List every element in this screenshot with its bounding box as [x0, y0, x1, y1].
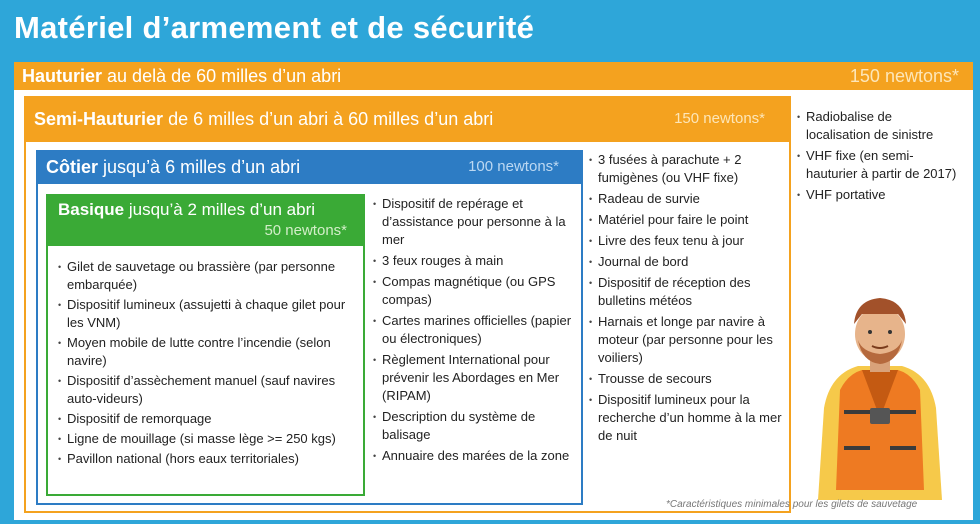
- basique-label: Basique jusqu’à 2 milles d’un abri: [58, 200, 316, 219]
- list-item: • Dispositif de remorquage: [58, 410, 358, 428]
- list-item: • Cartes marines officielles (papier ou électroniques): [373, 312, 573, 348]
- hauturier-list: [797, 108, 957, 207]
- list-item: • 3 feux rouges à main: [373, 252, 573, 270]
- list-item: • Ligne de mouillage (si masse lège >= 250 kgs): [58, 430, 358, 448]
- footnote: *Caractéristiques minimales pour les gilets de sauvetage: [666, 499, 918, 510]
- hauturier-band: [14, 62, 973, 90]
- cotier-list: [373, 195, 573, 468]
- list-item: • Moyen mobile de lutte contre l’incendie (selon navire): [58, 334, 358, 370]
- list-item: • Livre des feux tenu à jour: [589, 232, 789, 250]
- list-item: • VHF fixe (en semi-hauturier à partir de 2017): [797, 147, 957, 183]
- list-item: • Dispositif lumineux (assujetti à chaque gilet pour les VNM): [58, 296, 358, 332]
- list-item: • Gilet de sauvetage ou brassière (par personne embarquée): [58, 258, 358, 294]
- list-item: • Description du système de balisage: [373, 408, 573, 444]
- semi-hauturier-newtons: 150 newtons*: [674, 110, 765, 127]
- list-item: • Dispositif de repérage et d’assistance pour personne à la mer: [373, 195, 573, 249]
- semi-hauturier-label: Semi-Hauturier de 6 milles d’un abri à 60 milles d’un abri: [34, 109, 494, 129]
- sailor-illustration: [800, 290, 960, 500]
- cotier-band: [36, 150, 583, 184]
- list-item: • Compas magnétique (ou GPS compas): [373, 273, 573, 309]
- list-item: • Dispositif lumineux pour la recherche d’un homme à la mer de nuit: [589, 391, 789, 445]
- list-item: • Radiobalise de localisation de sinistre: [797, 108, 957, 144]
- list-item: • Dispositif de réception des bulletins météos: [589, 274, 789, 310]
- page-title: Matériel d’armement et de sécurité: [14, 10, 535, 45]
- semi-hauturier-list: [589, 151, 789, 448]
- basique-list: [58, 258, 358, 470]
- hauturier-label: Hauturier au delà de 60 milles d’un abri: [22, 66, 342, 86]
- list-item: • Trousse de secours: [589, 370, 789, 388]
- list-item: • Harnais et longe par navire à moteur (par personne pour les voiliers): [589, 313, 789, 367]
- list-item: • 3 fusées à parachute + 2 fumigènes (ou VHF fixe): [589, 151, 789, 187]
- list-item: • Pavillon national (hors eaux territoriales): [58, 450, 358, 468]
- semi-hauturier-band: [24, 96, 791, 142]
- list-item: • Dispositif d’assèchement manuel (sauf navires auto-videurs): [58, 372, 358, 408]
- list-item: • VHF portative: [797, 186, 957, 204]
- cotier-newtons: 100 newtons*: [468, 158, 559, 175]
- hauturier-newtons: 150 newtons*: [849, 66, 959, 86]
- list-item: • Radeau de survie: [589, 190, 789, 208]
- list-item: • Journal de bord: [589, 253, 789, 271]
- basique-band: [46, 194, 365, 246]
- list-item: • Annuaire des marées de la zone: [373, 447, 573, 465]
- cotier-label: Côtier jusqu’à 6 milles d’un abri: [46, 157, 301, 177]
- list-item: • Règlement International pour prévenir les Abordages en Mer (RIPAM): [373, 351, 573, 405]
- list-item: • Matériel pour faire le point: [589, 211, 789, 229]
- basique-newtons: 50 newtons*: [264, 222, 347, 239]
